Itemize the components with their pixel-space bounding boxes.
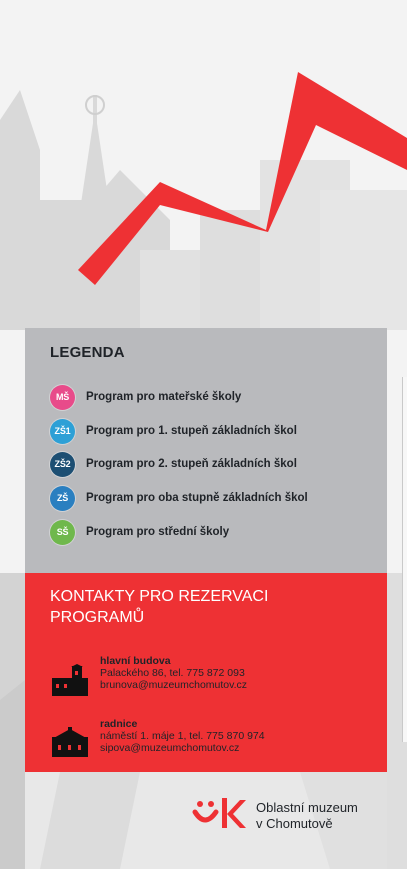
contact-name: hlavní budova — [100, 655, 171, 667]
town-hall-icon — [52, 727, 88, 757]
legend-item-zs1 — [50, 419, 297, 443]
contact-town-hall — [100, 718, 265, 754]
legend-item-zs — [50, 486, 308, 510]
badge-ss-icon: SŠ — [50, 520, 75, 545]
badge-zs1-icon: ZŠ1 — [50, 419, 75, 444]
badge-zs-icon: ZŠ — [50, 486, 75, 511]
contacts-title: KONTAKTY PRO REZERVACI PROGRAMŮ — [50, 588, 269, 626]
legend-label: Program pro mateřské školy — [86, 391, 242, 403]
legend-title: LEGENDA — [50, 344, 125, 361]
legend-panel — [25, 328, 387, 573]
contact-email[interactable]: sipova@muzeumchomutov.cz — [100, 742, 240, 754]
legend-item-ms — [50, 385, 241, 409]
legend-label: Program pro 2. stupeň základních škol — [86, 458, 297, 470]
museum-name-line2: v Chomutově — [256, 816, 333, 831]
museum-logo-icon — [192, 796, 248, 832]
legend-item-zs2 — [50, 452, 297, 476]
legend-label: Program pro střední školy — [86, 526, 230, 538]
legend-label: Program pro 1. stupeň základních škol — [86, 425, 297, 437]
museum-logo — [192, 796, 402, 836]
contact-main-building — [100, 655, 247, 691]
museum-name — [256, 800, 358, 832]
contact-address: Palackého 86, tel. 775 872 093 — [100, 667, 245, 679]
contact-email[interactable]: brunova@muzeumchomutov.cz — [100, 679, 248, 691]
badge-zs2-icon: ZŠ2 — [50, 452, 75, 477]
contact-address: náměstí 1. máje 1, tel. 775 870 974 — [100, 730, 265, 742]
main-building-icon — [52, 664, 88, 696]
badge-ms-icon: MŠ — [50, 385, 75, 410]
museum-name-line1: Oblastní muzeum — [256, 800, 358, 815]
contacts-panel — [25, 573, 387, 772]
legend-label: Program pro oba stupně základních škol — [86, 492, 308, 504]
legend-item-ss — [50, 520, 229, 544]
contact-name: radnice — [100, 718, 138, 730]
page-edge-strip — [402, 377, 407, 742]
